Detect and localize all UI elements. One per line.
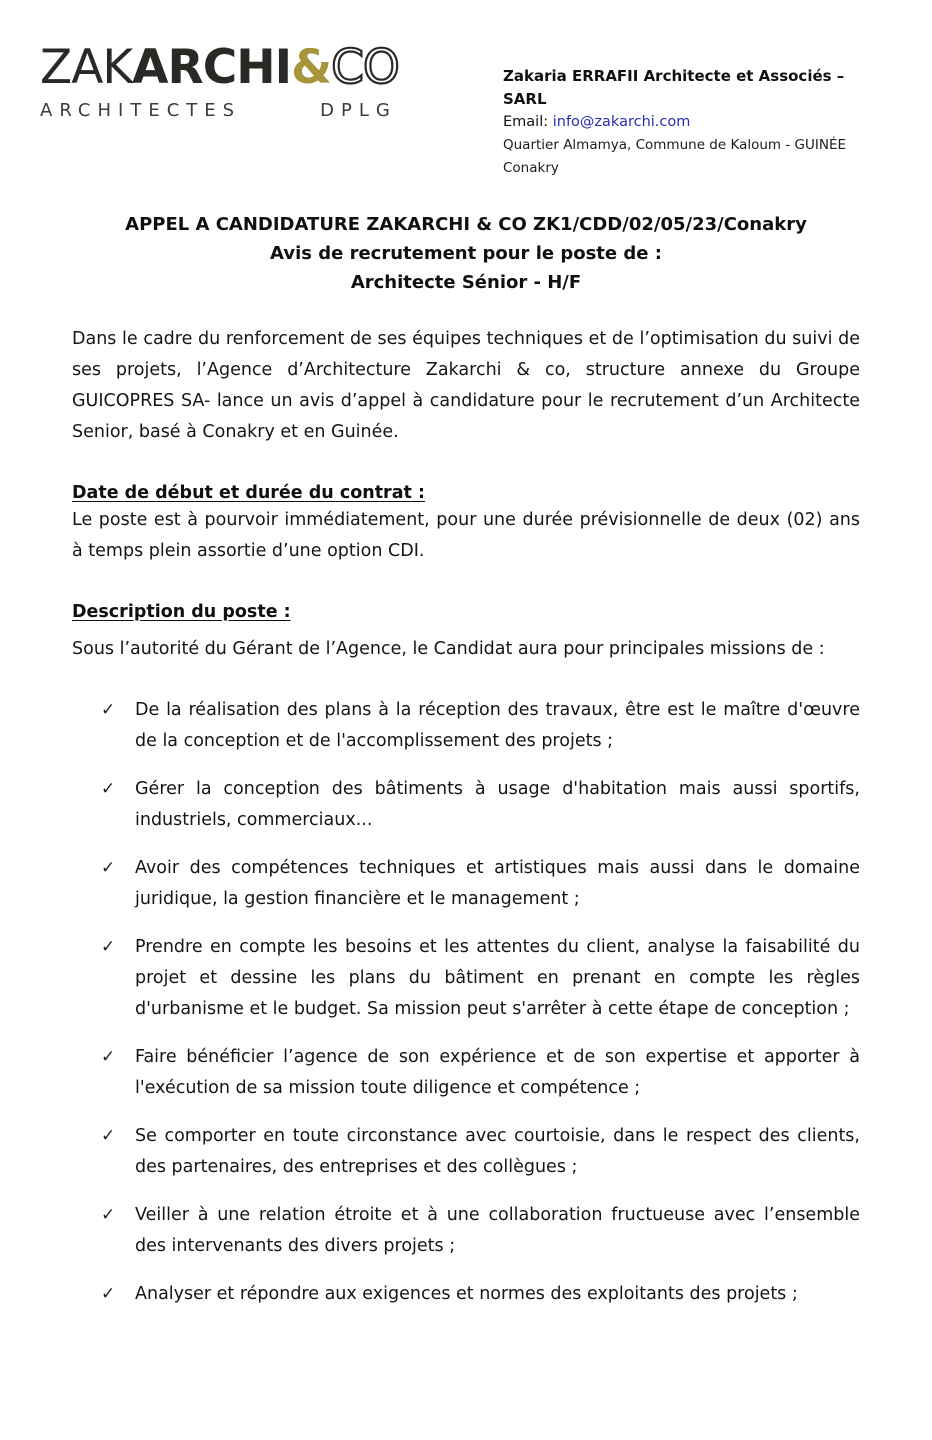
logo-text-zak: ZAK: [40, 40, 133, 95]
section-heading-description: Description du poste :: [72, 602, 291, 622]
mission-text: Faire bénéficier l’agence de son expérience et de son expertise et apporter à l'exécution de sa mission toute diligence et compétence ;: [135, 1047, 860, 1098]
mission-text: Analyser et répondre aux exigences et normes des exploitants des projets ;: [135, 1284, 798, 1304]
check-icon: ✓: [101, 1126, 116, 1146]
intro-paragraph: Dans le cadre du renforcement de ses équipes techniques et de l’optimisation du suivi de ses projets, l’Agence d’Architecture Zakarchi & co, structure annexe du Groupe GUICOPRES SA- lance un avis d’appel à candidature pour le recrutement d’un Architecte Senior, basé à Conakry et en Guinée.: [72, 329, 860, 442]
mission-text: Prendre en compte les besoins et les attentes du client, analyse la faisabilité du projet et dessine les plans du bâtiment en prenant en compte les règles d'urbanisme et le budget. Sa mission peut s'arrêter à cette étape de conception ;: [135, 937, 860, 1019]
email-link[interactable]: info@zakarchi.com: [552, 114, 691, 130]
check-icon: ✓: [101, 858, 116, 878]
missions-list: [72, 695, 860, 1310]
title-line-position: Architecte Sénior - H/F: [350, 272, 582, 293]
document-header: [0, 0, 932, 180]
mission-text: De la réalisation des plans à la réception des travaux, être est le maître d'œuvre de la conception et de l'accomplissement des projets ;: [135, 700, 860, 751]
check-icon: ✓: [101, 1047, 116, 1067]
logo-subtitle-architectes: ARCHITECTES: [40, 100, 242, 121]
ampersand-icon: &: [291, 40, 332, 95]
section-body-contract: Le poste est à pourvoir immédiatement, pour une durée prévisionnelle de deux (02) ans à temps plein assortie d’une option CDI.: [72, 510, 860, 561]
list-item: [72, 1121, 860, 1183]
check-icon: ✓: [101, 700, 116, 720]
email-label: Email:: [503, 114, 553, 130]
title-line-reference: APPEL A CANDIDATURE ZAKARCHI & CO ZK1/CDD/02/05/23/Conakry: [125, 214, 807, 235]
mission-text: Gérer la conception des bâtiments à usage d'habitation mais aussi sportifs, industriels, commerciaux...: [135, 779, 860, 830]
document-title: [72, 210, 860, 297]
logo-subtitle: [40, 100, 399, 121]
list-item: [72, 774, 860, 836]
org-address: Quartier Almamya, Commune de Kaloum - GUINÉE Conakry: [503, 137, 847, 176]
mission-text: Se comporter en toute circonstance avec courtoisie, dans le respect des clients, des partenaires, des entreprises et des collègues ;: [135, 1126, 860, 1177]
check-icon: ✓: [101, 937, 116, 957]
check-icon: ✓: [101, 1205, 116, 1225]
section-body-description: Sous l’autorité du Gérant de l’Agence, le Candidat aura pour principales missions de :: [72, 639, 825, 659]
logo-wordmark: [40, 40, 399, 95]
section-heading-contract: Date de début et durée du contrat :: [72, 483, 425, 503]
logo-text-co: CO: [331, 40, 399, 95]
org-info-block: [503, 44, 887, 180]
list-item: [72, 1042, 860, 1104]
title-line-notice: Avis de recrutement pour le poste de :: [270, 243, 662, 264]
mission-text: Avoir des compétences techniques et artistiques mais aussi dans le domaine juridique, la gestion financière et le management ;: [135, 858, 860, 909]
list-item: [72, 932, 860, 1025]
org-name: Zakaria ERRAFII Architecte et Associés – SARL: [503, 67, 845, 108]
check-icon: ✓: [101, 779, 116, 799]
zakarchi-logo: [40, 40, 399, 121]
logo-subtitle-dplg: DPLG: [320, 100, 397, 121]
document-body: [0, 210, 932, 1310]
list-item: [72, 1200, 860, 1262]
list-item: [72, 695, 860, 757]
list-item: [72, 853, 860, 915]
org-email-line: [503, 111, 887, 134]
logo-text-archi: ARCHI: [132, 40, 292, 95]
list-item: [72, 1279, 860, 1310]
check-icon: ✓: [101, 1284, 116, 1304]
mission-text: Veiller à une relation étroite et à une collaboration fructueuse avec l’ensemble des intervenants des divers projets ;: [135, 1205, 860, 1256]
